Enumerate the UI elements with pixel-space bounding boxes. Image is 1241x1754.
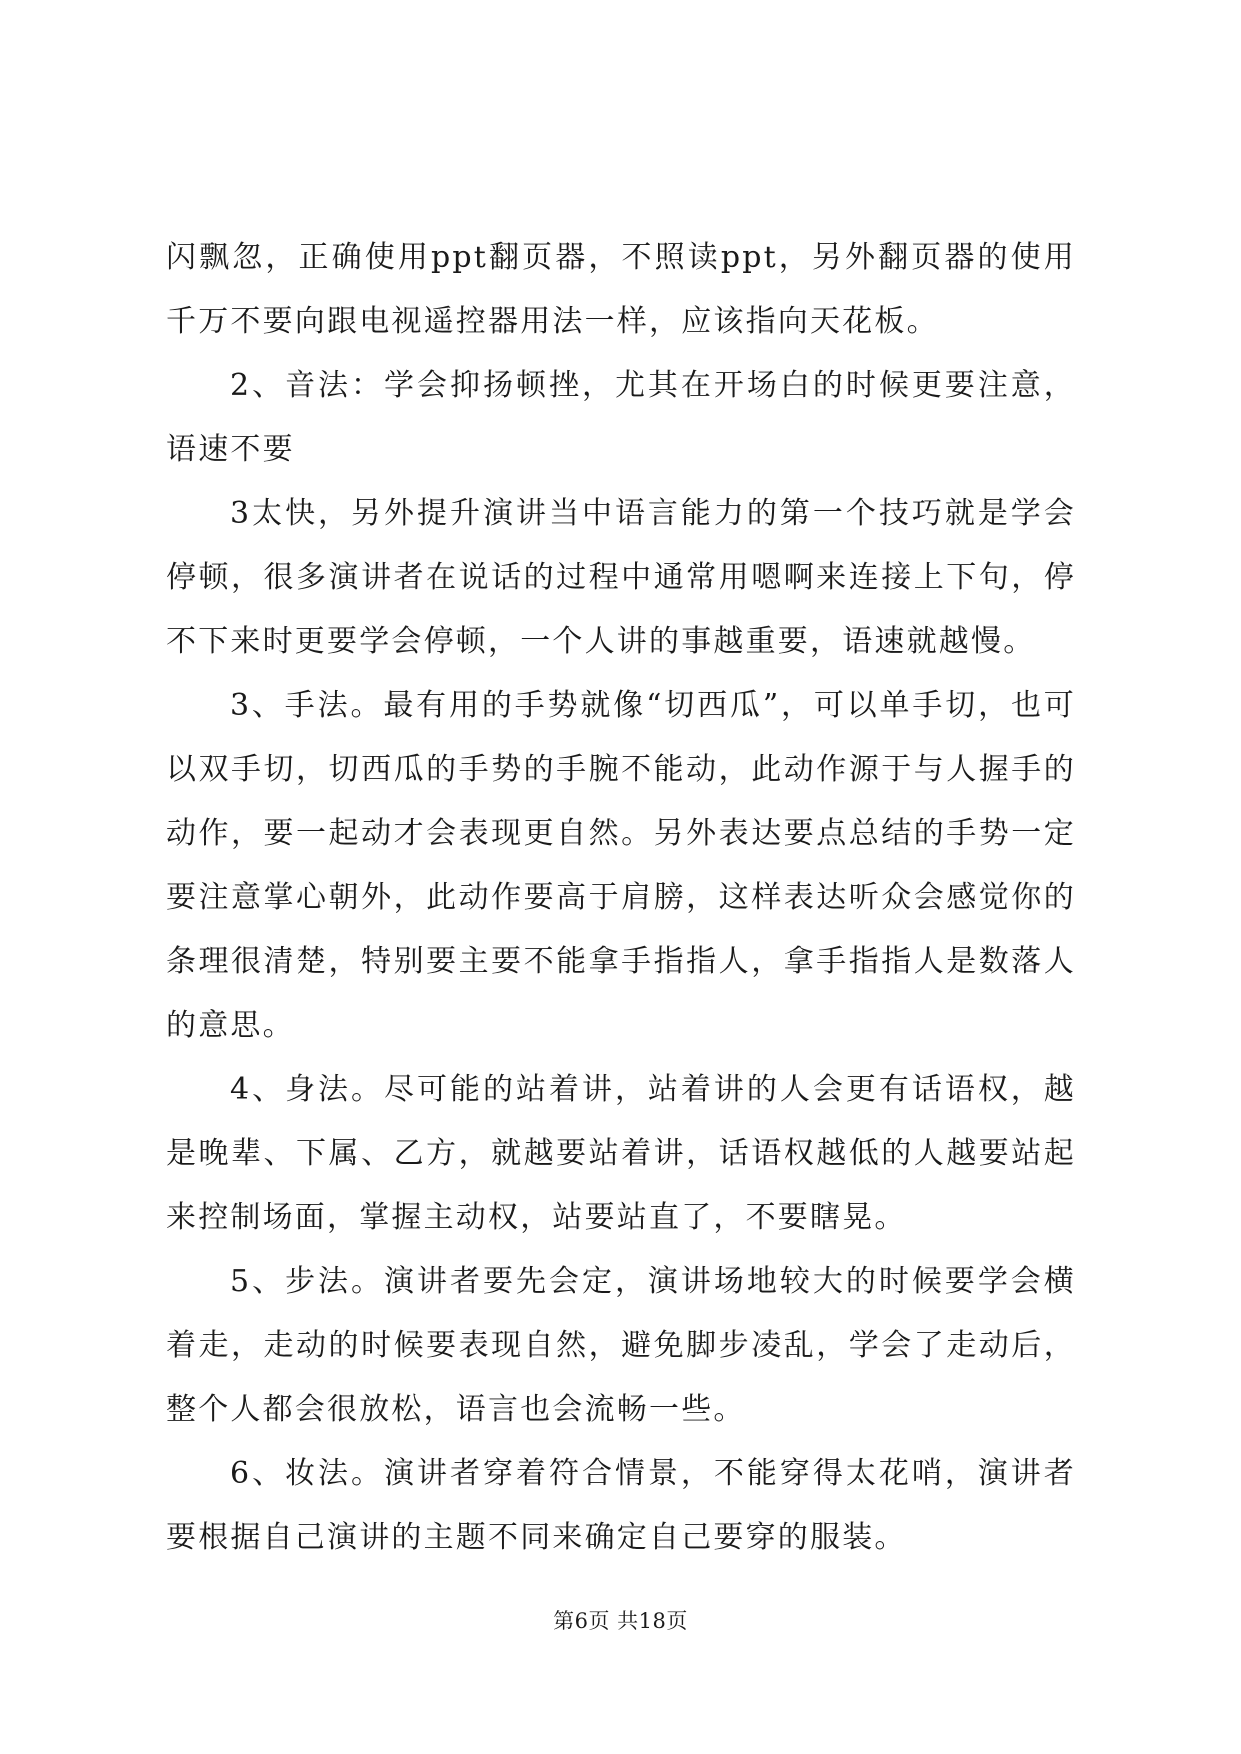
paragraph-hand-gestures: 3、手法。最有用的手势就像“切西瓜”，可以单手切，也可以双手切，切西瓜的手势的手腕不能动，此动作源于与人握手的动作，要一起动才会表现更自然。另外表达要点总结的手势一定要注意掌心朝外，此动作要高于肩膀，这样表达听众会感觉你的条理很清楚，特别要主要不能拿手指指人，拿手指指人是数落人的意思。 bbox=[166, 688, 1076, 1043]
document-body bbox=[166, 226, 1076, 1570]
page-number-label: 第6页 共18页 bbox=[553, 1609, 688, 1633]
paragraph-body-posture: 4、身法。尽可能的站着讲，站着讲的人会更有话语权，越是晚辈、下属、乙方，就越要站着讲，话语权越低的人越要站起来控制场面，掌握主动权，站要站直了，不要瞎晃。 bbox=[166, 1072, 1076, 1235]
paragraph-voice-method: 2、音法：学会抑扬顿挫，尤其在开场白的时候更要注意，语速不要 bbox=[166, 368, 1076, 467]
paragraph-footwork: 5、步法。演讲者要先会定，演讲场地较大的时候要学会横着走，走动的时候要表现自然，避免脚步凌乱，学会了走动后，整个人都会很放松，语言也会流畅一些。 bbox=[166, 1264, 1076, 1427]
paragraph-speech-pace: 3太快，另外提升演讲当中语言能力的第一个技巧就是学会停顿，很多演讲者在说话的过程中通常用嗯啊来连接上下句，停不下来时更要学会停顿，一个人讲的事越重要，语速就越慢。 bbox=[166, 496, 1076, 659]
page-footer bbox=[0, 1606, 1241, 1636]
paragraph-continuation: 闪飘忽，正确使用ppt翻页器，不照读ppt，另外翻页器的使用千万不要向跟电视遥控器用法一样，应该指向天花板。 bbox=[166, 240, 1076, 339]
paragraph-attire: 6、妆法。演讲者穿着符合情景，不能穿得太花哨，演讲者要根据自己演讲的主题不同来确定自己要穿的服装。 bbox=[166, 1456, 1076, 1555]
